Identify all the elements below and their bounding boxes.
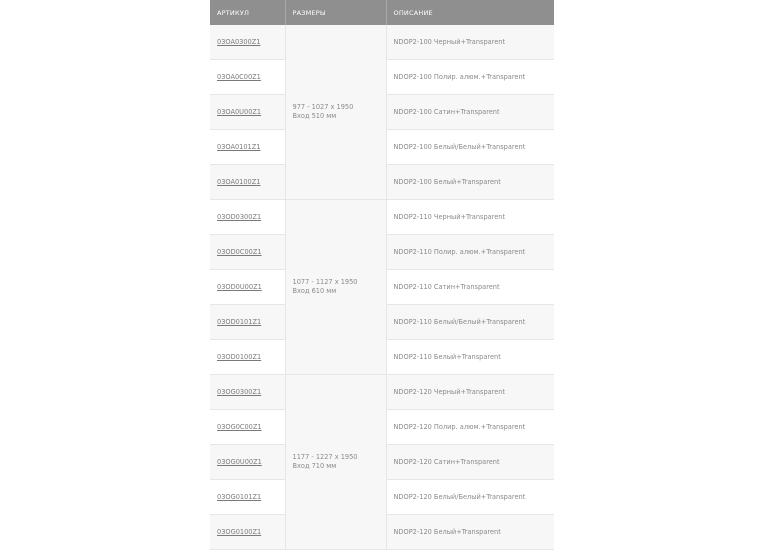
sku-cell [210, 235, 285, 270]
table-header [210, 0, 554, 25]
table-row [210, 375, 554, 410]
sku-cell [210, 95, 285, 130]
sku-link[interactable]: 03OG0101Z1 [217, 493, 262, 501]
size-cell [285, 25, 386, 200]
sku-link[interactable]: 03OD0100Z1 [217, 353, 262, 361]
description-cell: NDOP2-100 Белый/Белый+Transparent [386, 130, 554, 165]
size-cell [285, 200, 386, 375]
size-dimensions: 1077 - 1127 x 1950 [292, 278, 358, 286]
sku-link[interactable]: 03OG0C00Z1 [217, 423, 262, 431]
sku-link[interactable]: 03OA0C00Z1 [217, 73, 261, 81]
size-entry: Вход 510 мм [292, 112, 337, 120]
sku-link[interactable]: 03OA0100Z1 [217, 178, 261, 186]
sku-cell [210, 60, 285, 95]
sku-cell [210, 130, 285, 165]
sku-cell [210, 165, 285, 200]
description-cell: NDOP2-120 Белый+Transparent [386, 515, 554, 550]
sku-cell [210, 25, 285, 60]
description-cell: NDOP2-110 Черный+Transparent [386, 200, 554, 235]
size-entry: Вход 610 мм [292, 287, 337, 295]
size-dimensions: 1177 - 1227 x 1950 [292, 453, 358, 461]
sku-cell [210, 305, 285, 340]
description-cell: NDOP2-110 Полир. алюм.+Transparent [386, 235, 554, 270]
sku-link[interactable]: 03OD0300Z1 [217, 213, 262, 221]
sku-cell [210, 270, 285, 305]
sku-cell [210, 410, 285, 445]
description-cell: NDOP2-120 Белый/Белый+Transparent [386, 480, 554, 515]
description-cell: NDOP2-110 Белый/Белый+Transparent [386, 305, 554, 340]
header-article: АРТИКУЛ [210, 0, 285, 25]
description-cell: NDOP2-100 Полир. алюм.+Transparent [386, 60, 554, 95]
sku-link[interactable]: 03OD0101Z1 [217, 318, 262, 326]
description-cell: NDOP2-110 Сатин+Transparent [386, 270, 554, 305]
description-cell: NDOP2-100 Сатин+Transparent [386, 95, 554, 130]
product-table-container [210, 0, 554, 550]
description-cell: NDOP2-120 Полир. алюм.+Transparent [386, 410, 554, 445]
table-row [210, 25, 554, 60]
sku-link[interactable]: 03OG0U00Z1 [217, 458, 262, 466]
product-table [210, 0, 554, 550]
sku-link[interactable]: 03OG0300Z1 [217, 388, 262, 396]
sku-cell [210, 200, 285, 235]
sku-link[interactable]: 03OA0101Z1 [217, 143, 261, 151]
sku-link[interactable]: 03OG0100Z1 [217, 528, 262, 536]
description-cell: NDOP2-100 Белый+Transparent [386, 165, 554, 200]
sku-link[interactable]: 03OD0U00Z1 [217, 283, 262, 291]
sku-link[interactable]: 03OA0300Z1 [217, 38, 261, 46]
table-body [210, 25, 554, 550]
sku-cell [210, 375, 285, 410]
size-cell [285, 375, 386, 550]
description-cell: NDOP2-120 Черный+Transparent [386, 375, 554, 410]
sku-link[interactable]: 03OA0U00Z1 [217, 108, 262, 116]
sku-cell [210, 445, 285, 480]
description-cell: NDOP2-100 Черный+Transparent [386, 25, 554, 60]
table-row [210, 200, 554, 235]
sku-cell [210, 340, 285, 375]
header-sizes: РАЗМЕРЫ [285, 0, 386, 25]
sku-cell [210, 480, 285, 515]
size-dimensions: 977 - 1027 x 1950 [292, 103, 354, 111]
sku-cell [210, 515, 285, 550]
header-row [210, 0, 554, 25]
size-entry: Вход 710 мм [292, 462, 337, 470]
description-cell: NDOP2-120 Сатин+Transparent [386, 445, 554, 480]
description-cell: NDOP2-110 Белый+Transparent [386, 340, 554, 375]
header-description: ОПИСАНИЕ [386, 0, 554, 25]
sku-link[interactable]: 03OD0C00Z1 [217, 248, 262, 256]
